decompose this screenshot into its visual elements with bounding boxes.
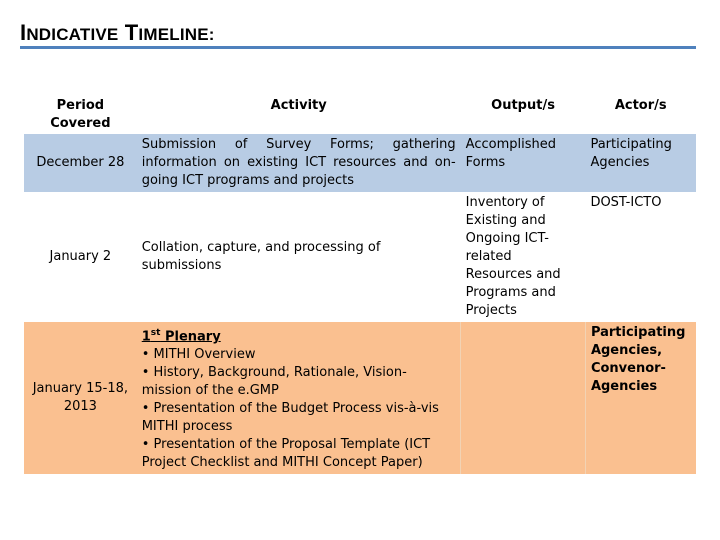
title-underline xyxy=(20,46,696,49)
list-item: • Presentation of the Budget Process vis-à-vis MITHI process xyxy=(141,401,439,435)
header-row xyxy=(24,96,696,134)
period-cell: December 28 xyxy=(24,134,137,192)
header-activity: Activity xyxy=(270,98,327,113)
list-item: • Presentation of the Proposal Template (ICT Project Checklist and MITHI Concept Paper) xyxy=(141,437,431,471)
header-period: Period Covered xyxy=(50,98,111,131)
activity-cell: Submission of Survey Forms; gathering information on existing ICT resources and on-going ICT programs and projects xyxy=(137,134,461,192)
header-output: Output/s xyxy=(491,98,555,113)
period-cell: January 2 xyxy=(24,192,137,322)
plenary-label: Plenary xyxy=(160,329,221,345)
title-rest-2: IMELINE: xyxy=(138,25,215,44)
list-item: • MITHI Overview xyxy=(141,347,256,363)
activity-cell xyxy=(137,322,461,474)
page-title xyxy=(20,20,215,46)
period-cell: January 15-18, 2013 xyxy=(24,322,137,474)
timeline-table xyxy=(24,96,696,474)
actor-cell: Participating Agencies xyxy=(585,134,696,192)
actor-cell: Participating Agencies, Convenor-Agencies xyxy=(585,322,696,474)
plenary-title xyxy=(142,324,455,346)
activity-cell: Collation, capture, and processing of submissions xyxy=(137,192,461,322)
title-initial-2: T xyxy=(124,20,139,45)
title-initial-1: I xyxy=(20,20,27,45)
header-actor: Actor/s xyxy=(614,98,667,113)
plenary-items xyxy=(142,346,455,472)
output-cell xyxy=(461,322,586,474)
plenary-number: 1 xyxy=(141,329,151,345)
plenary-ordinal: st xyxy=(150,328,161,338)
table-row xyxy=(24,192,696,322)
table-row xyxy=(24,322,696,474)
actor-cell: DOST-ICTO xyxy=(585,192,696,322)
table-row xyxy=(24,134,696,192)
output-cell: Accomplished Forms xyxy=(461,134,586,192)
output-cell: Inventory of Existing and Ongoing ICT-related Resources and Programs and Projects xyxy=(461,192,586,322)
list-item: • History, Background, Rationale, Vision-mission of the e.GMP xyxy=(141,365,407,399)
title-rest-1: NDICATIVE xyxy=(26,25,119,44)
